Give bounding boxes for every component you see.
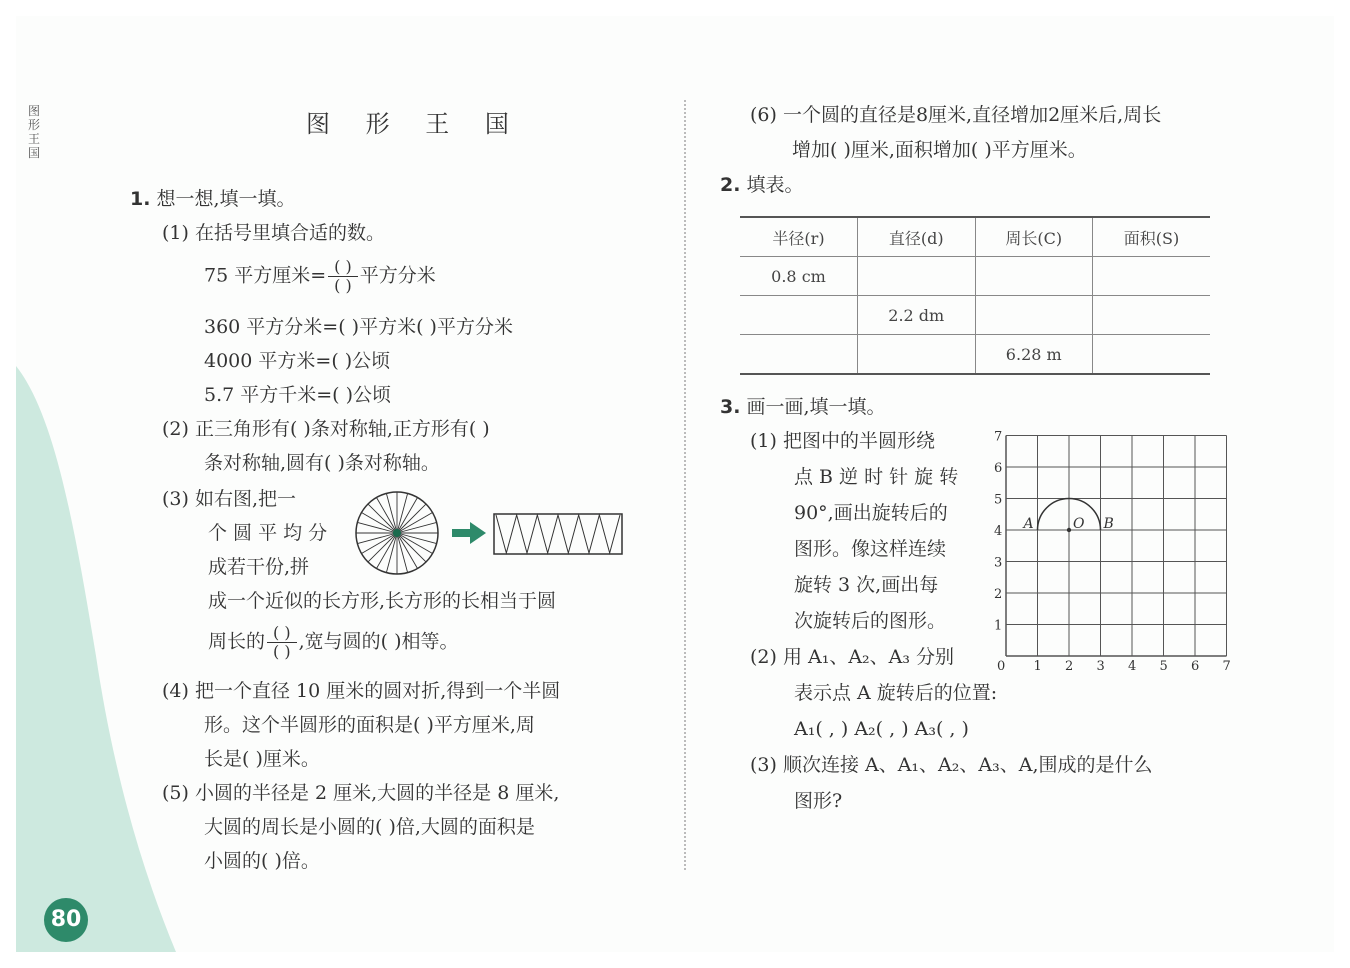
x-tick-label: 6 <box>1191 659 1200 674</box>
q1-p1-line1 <box>204 258 436 295</box>
q1-p1-line2: 360 平方分米=( )平方米( )平方分米 <box>204 316 513 338</box>
table-header-area: 面积(S) <box>1093 217 1211 257</box>
y-tick-label: 4 <box>994 524 1003 539</box>
coordinate-grid <box>992 424 1242 676</box>
table-cell[interactable] <box>740 335 858 375</box>
table-cell[interactable] <box>1093 257 1211 296</box>
table-header-row <box>740 217 1210 257</box>
rearranged-rectangle-figure <box>492 512 626 558</box>
q1-p1-fraction <box>328 258 358 295</box>
q2-number: 2. <box>720 174 741 196</box>
x-tick-label: 1 <box>1033 659 1042 674</box>
q3-p1-line2: 点 B 逆 时 针 旋 转 <box>794 466 959 488</box>
x-tick-label: 0 <box>997 659 1006 674</box>
q1-p3-line3: 成若干份,拼 <box>208 556 310 578</box>
q2-heading <box>720 172 804 198</box>
y-tick-label: 7 <box>994 429 1003 445</box>
table-header-diameter: 直径(d) <box>858 217 976 257</box>
q3-p3-line1: (3) 顺次连接 A、A₁、A₂、A₃、A,围成的是什么 <box>750 754 1153 776</box>
q1-p2-line2: 条对称轴,圆有( )条对称轴。 <box>204 452 440 474</box>
q1-p4-line1: (4) 把一个直径 10 厘米的圆对折,得到一个半圆 <box>162 680 561 702</box>
q1-p5-line1: (5) 小圆的半径是 2 厘米,大圆的半径是 8 厘米, <box>162 782 560 804</box>
page-number-badge: 80 <box>44 898 88 942</box>
q1-p5-line3: 小圆的( )倍。 <box>204 850 320 872</box>
q1-p3-line1: (3) 如右图,把一 <box>162 488 296 510</box>
table-cell[interactable] <box>975 257 1093 296</box>
q1-p3-line5-left: 周长的 <box>208 630 266 653</box>
q1-p4-line2: 形。这个半圆形的面积是( )平方厘米,周 <box>204 714 535 736</box>
x-tick-label: 2 <box>1065 659 1074 674</box>
q3-p2-answers: A₁( , ) A₂( , ) A₃( , ) <box>794 718 969 740</box>
y-tick-label: 6 <box>994 461 1003 476</box>
q1-p1-line4: 5.7 平方千米=( )公顷 <box>204 384 392 406</box>
table-cell[interactable] <box>1093 335 1211 375</box>
q1-p3-line5 <box>208 624 459 661</box>
x-tick-label: 5 <box>1159 659 1168 674</box>
x-tick-label: 7 <box>1222 659 1231 674</box>
table-cell[interactable] <box>975 296 1093 335</box>
q3-number: 3. <box>720 396 741 418</box>
q3-p2-line1: (2) 用 A₁、A₂、A₃ 分别 <box>750 646 955 668</box>
q1-p1-line3: 4000 平方米=( )公顷 <box>204 350 391 372</box>
q1-p6-line1: (6) 一个圆的直径是8厘米,直径增加2厘米后,周长 <box>750 104 1162 126</box>
table-cell[interactable] <box>1093 296 1211 335</box>
table-cell[interactable]: 0.8 cm <box>740 257 858 296</box>
table-cell[interactable]: 2.2 dm <box>858 296 976 335</box>
table-cell[interactable]: 6.28 m <box>975 335 1093 375</box>
q1-heading <box>130 186 296 212</box>
point-label-b: B <box>1103 516 1114 532</box>
x-tick-label: 3 <box>1096 659 1105 674</box>
table-row <box>740 257 1210 296</box>
page-divider <box>684 100 686 870</box>
q3-p3-line2: 图形? <box>794 790 843 812</box>
q3-p1-line4: 图形。像这样连续 <box>794 538 947 560</box>
q3-p2-line2: 表示点 A 旋转后的位置: <box>794 682 998 704</box>
x-tick-label: 4 <box>1128 659 1137 674</box>
y-tick-label: 5 <box>994 492 1003 508</box>
q1-number: 1. <box>130 188 151 210</box>
fraction-denominator: ( ) <box>273 642 291 661</box>
q3-heading-text: 画一画,填一填。 <box>746 396 886 418</box>
q1-p3-line5-right: ,宽与圆的( )相等。 <box>298 630 459 653</box>
q1-p3-line2: 个 圆 平 均 分 <box>208 522 328 544</box>
table-cell[interactable] <box>858 335 976 375</box>
q3-heading <box>720 394 886 420</box>
q1-p3-fraction <box>267 624 297 661</box>
q1-p5-line2: 大圆的周长是小圆的( )倍,大圆的面积是 <box>204 816 535 838</box>
point-label-o: O <box>1073 516 1085 532</box>
q3-p1-line6: 次旋转后的图形。 <box>794 610 947 632</box>
q1-heading-text: 想一想,填一填。 <box>156 188 296 210</box>
q2-heading-text: 填表。 <box>746 174 804 196</box>
y-tick-label: 3 <box>994 555 1003 571</box>
q1-p3-line4: 成一个近似的长方形,长方形的长相当于圆 <box>208 590 557 612</box>
center-point-o <box>1067 528 1071 532</box>
y-tick-label: 1 <box>994 618 1003 634</box>
q3-p1-line3: 90°,画出旋转后的 <box>794 502 948 524</box>
q1-p6-line2: 增加( )厘米,面积增加( )平方厘米。 <box>792 139 1087 161</box>
q1-p1-line1-left: 75 平方厘米= <box>204 264 327 287</box>
q1-p2-line1: (2) 正三角形有( )条对称轴,正方形有( ) <box>162 418 490 440</box>
divided-circle-figure <box>354 490 440 576</box>
point-label-a: A <box>1023 516 1034 532</box>
table-cell[interactable] <box>740 296 858 335</box>
table-cell[interactable] <box>858 257 976 296</box>
side-label: 图形王国 <box>28 104 41 160</box>
q1-p1-line1-right: 平方分米 <box>359 264 436 287</box>
fraction-numerator: ( ) <box>328 258 358 277</box>
q3-p1-line5: 旋转 3 次,画出每 <box>794 574 939 596</box>
fill-table <box>740 216 1210 375</box>
q1-p1-label: (1) 在括号里填合适的数。 <box>162 222 385 244</box>
y-tick-label: 2 <box>994 587 1003 602</box>
fraction-numerator: ( ) <box>267 624 297 643</box>
page-title: 图 形 王 国 <box>306 110 523 138</box>
table-header-radius: 半径(r) <box>740 217 858 257</box>
q1-p4-line3: 长是( )厘米。 <box>204 748 320 770</box>
fraction-denominator: ( ) <box>334 276 352 295</box>
table-row <box>740 335 1210 375</box>
arrow-right-icon <box>450 520 488 546</box>
table-header-circumference: 周长(C) <box>975 217 1093 257</box>
q3-p1-line1: (1) 把图中的半圆形绕 <box>750 430 935 452</box>
table-row <box>740 296 1210 335</box>
decorative-wave <box>16 16 196 952</box>
